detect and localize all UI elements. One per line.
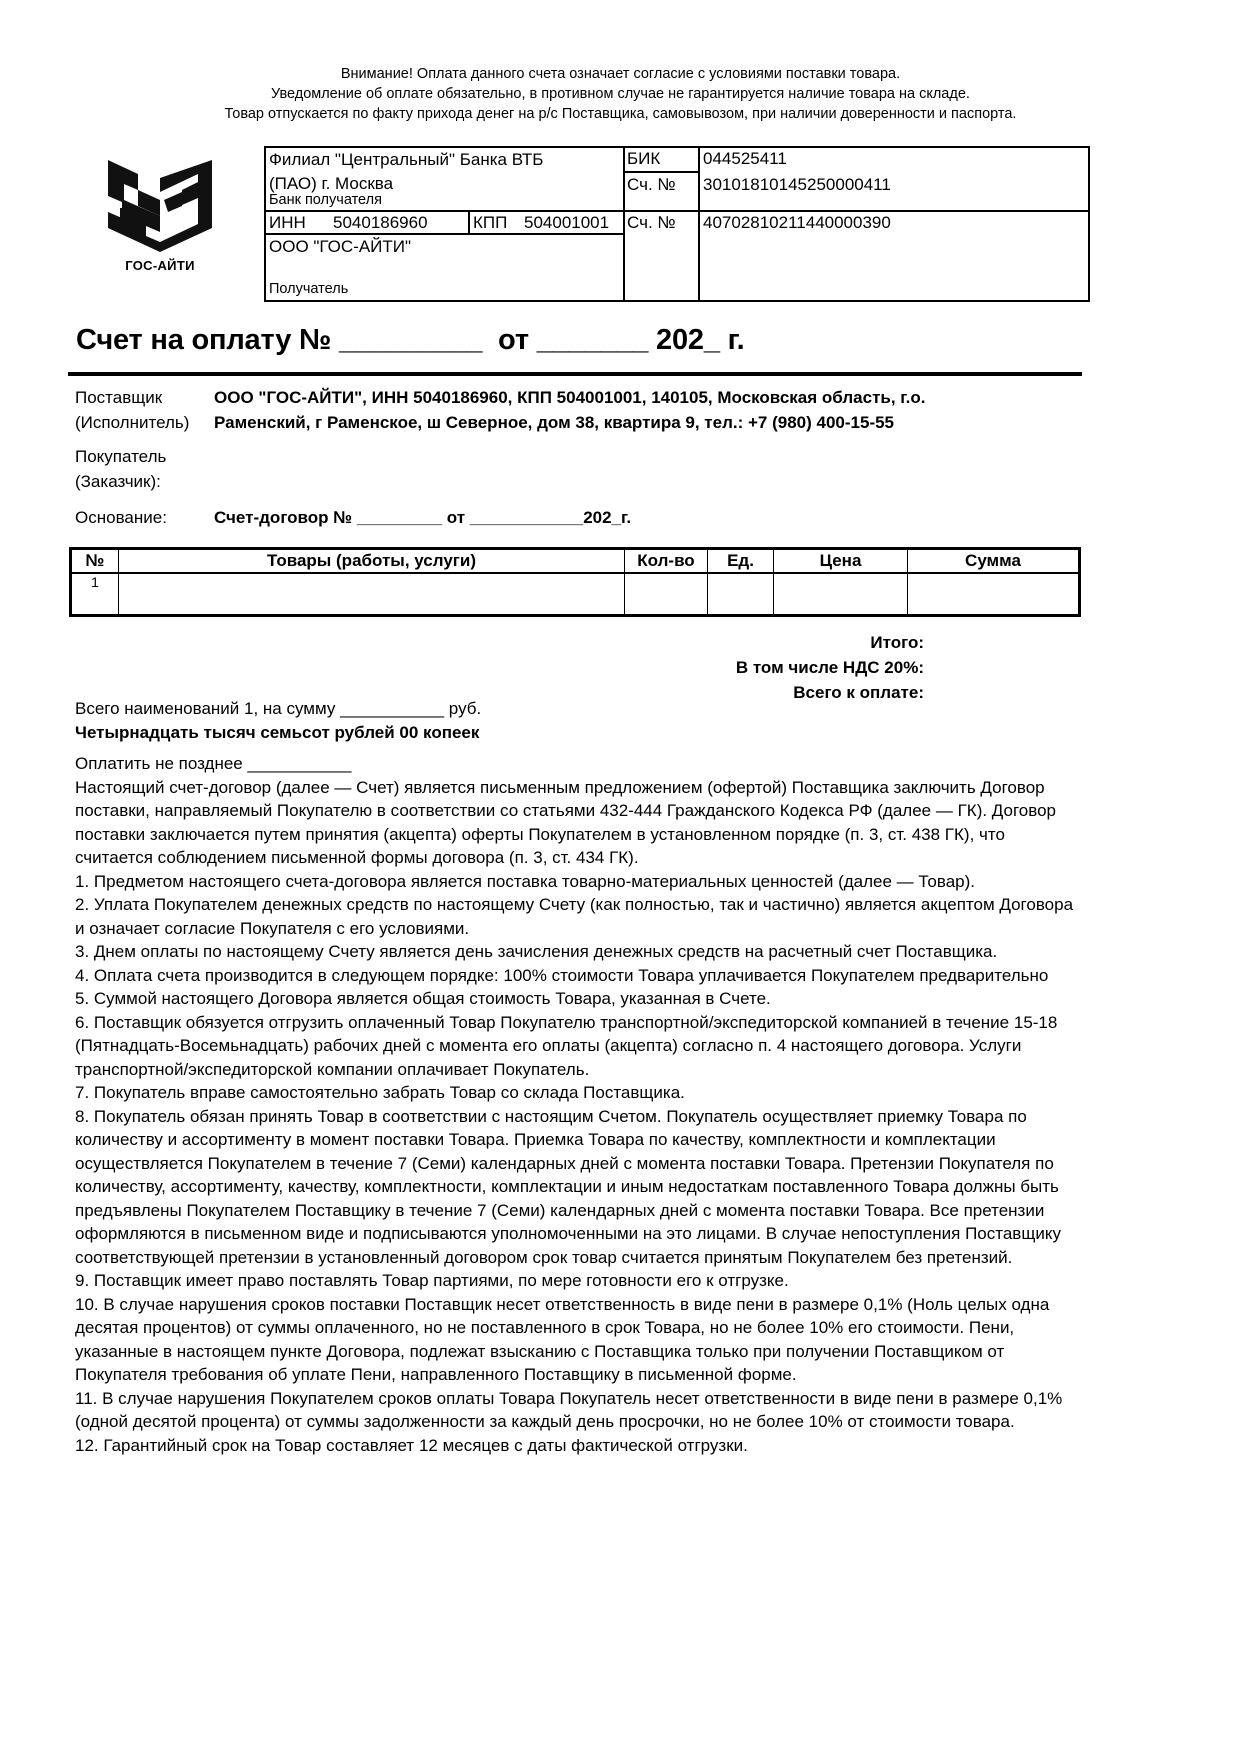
bik-label: БИК [627,149,661,168]
buyer-label-line: (Заказчик): [75,472,161,491]
cell-price [774,573,908,616]
bank-details-table [264,146,1090,302]
terms-paragraph: 1. Предметом настоящего счета-договора является поставка товарно-материальных ценностей (далее — Товар). [75,871,976,891]
kpp-value: 504001001 [524,213,610,232]
terms-paragraph: 10. В случае нарушения сроков поставки Поставщик несет ответственность в виде пени в размере 0,1% (Ноль целых одна десятая процентов) от суммы оплаченного, но не поставленного в срок Товара, но не более 10% его стоимости. Пени, указанные в настоящем пункте Договора, подлежат взысканию с Поставщика только при получении Поставщиком от Покупателя требования об уплате Пени, направленного Поставщику в письменной форме. [75,1294,1050,1384]
column-header-sum: Сумма [908,549,1080,574]
pay-by-line: Оплатить не позднее ___________ [75,754,352,773]
basis-value: Счет-договор № _________ от ____________202_г. [214,508,632,527]
invoice-title: Счет на оплату № _________ от _______ 202_ г. [76,324,745,356]
amount-in-words: Четырнадцать тысяч семьсот рублей 00 копеек [75,722,480,742]
terms-block [75,752,1085,1457]
bank-caption: Банк получателя [269,192,382,208]
kpp-label: КПП [473,213,508,232]
cell-quantity [625,573,708,616]
bank-name: (ПАО) г. Москва [269,174,394,193]
notice-line: Товар отпускается по факту прихода денег на р/с Поставщика, самовывозом, при наличии доверенности и паспорта. [224,106,1017,122]
summary-block [75,697,1085,744]
cell-goods [119,573,625,616]
cell-unit [708,573,774,616]
terms-paragraph: 4. Оплата счета производится в следующем порядке: 100% стоимости Товара уплачивается Покупателем предварительно [75,965,1049,985]
terms-paragraph: 9. Поставщик имеет право поставлять Товар партиями, по мере готовности его к отгрузке. [75,1271,789,1290]
supplier-value [214,385,926,435]
terms-paragraph: 8. Покупатель обязан принять Товар в соответствии с настоящим Счетом. Покупатель осуществляет приемку Товара по количеству и ассортименту в момент поставки Товара. Приемка Товара по качеству, комплектности и комплектации осуществляется Покупателем в течение 7 (Семи) календарных дней с момента поставки Товара. Претензии Покупателя по количеству, ассортименту, качеству, комплектности, комплектации и иным недостаткам поставленного Товара должны быть предъявлены Покупателем Поставщику в течение 7 (Семи) календарных дней с момента поставки Товара. Все претензии оформляются в письменном виде и подписываются уполномоченными на это лицами. В случае непоступления Поставщику соответствующей претензии в установленный договором срок товар считается принятым Покупателем без претензий. [75,1106,1061,1267]
cell-number: 1 [71,573,119,616]
logo-text: ГОС-АЙТИ [125,258,195,273]
amount-due-label: Всего к оплате: [793,683,924,702]
terms-paragraph: 7. Покупатель вправе самостоятельно забрать Товар со склада Поставщика. [75,1083,685,1102]
items-table-header [71,549,1080,574]
inn-label: ИНН [269,213,306,232]
notice-line: Внимание! Оплата данного счета означает согласие с условиями поставки товара. [340,66,901,82]
summary-line: Всего наименований 1, на сумму ___________ руб. [75,699,482,718]
recipient-name: ООО "ГОС-АЙТИ" [269,237,412,256]
terms-paragraph: 3. Днем оплаты по настоящему Счету является день зачисления денежных средств на расчетный счет Поставщика. [75,942,998,961]
terms-paragraph: 2. Уплата Покупателем денежных средств по настоящему Счету (как полностью, так и частично) является акцептом Договора и означает согласие Покупателя с его условиями. [75,895,1074,938]
corr-account-label: Сч. № [627,175,676,194]
terms-paragraph: 12. Гарантийный срок на Товар составляет 12 месяцев с даты фактической отгрузки. [75,1435,748,1455]
column-header-price: Цена [774,549,908,574]
bik-value: 044525411 [703,149,787,168]
terms-paragraph: 11. В случае нарушения Покупателем сроков оплаты Товара Покупатель несет ответственности в виде пени в размере 0,1% (одной десятой процента) от суммы задолженности за каждый день просрочки, но не более 10% от стоимости товара. [75,1388,1063,1431]
totals-block [736,630,924,705]
supplier-value-line: ООО "ГОС-АЙТИ", ИНН 5040186960, КПП 504001001, 140105, Московская область, г.о. [214,388,926,407]
supplier-value-line: Раменский, г Раменское, ш Северное, дом 38, квартира 9, тел.: +7 (980) 400-15-55 [214,413,895,432]
column-header-quantity: Кол-во [625,549,708,574]
payment-notice [0,64,1241,124]
cell-sum [908,573,1080,616]
basis-label: Основание: [75,508,167,527]
company-logo [100,160,220,278]
recipient-caption: Получатель [269,281,349,297]
column-header-goods: Товары (работы, услуги) [119,549,625,574]
account-label: Сч. № [627,213,676,232]
column-header-number: № [71,549,119,574]
inn-value: 5040186960 [333,213,428,232]
terms-paragraph: 6. Поставщик обязуется отгрузить оплаченный Товар Покупателю транспортной/экспедиторской компанией в течение 15-18 (Пятнадцать-Восемьнадцать) рабочих дней с момента его оплаты (акцепта) согласно п. 4 настоящего договора. Услуги транспортной/экспедиторской компании оплачивает Покупатель. [75,1012,1058,1079]
total-label: Итого: [870,633,924,652]
gos-aiti-logo-icon [108,160,212,252]
supplier-label-line: (Исполнитель) [75,413,190,432]
terms-paragraph: Настоящий счет-договор (далее — Счет) является письменным предложением (офертой) Поставщика заключить Договор поставки, направляемый Покупателю в соответствии со статьями 432-444 Гражданского Кодекса РФ (далее — ГК). Договор поставки заключается путем принятия (акцепта) оферты Покупателем в установленном порядке (п. 3, ст. 438 ГК), что считается соблюдением письменной формы договора (п. 3, ст. 434 ГК). [75,777,1056,867]
account-value: 40702810211440000390 [703,213,891,232]
supplier-label-line: Поставщик [75,388,163,407]
column-header-unit: Ед. [708,549,774,574]
vat-label: В том числе НДС 20%: [735,658,924,677]
bank-name: Филиал "Центральный" Банка ВТБ [269,150,544,169]
corr-account-value: 30101810145250000411 [703,175,891,194]
title-divider [68,372,1082,376]
terms-paragraph: 5. Суммой настоящего Договора является общая стоимость Товара, указанная в Счете. [75,989,771,1008]
items-table [69,547,1081,617]
table-row [71,573,1080,616]
buyer-label [75,444,166,494]
supplier-label [75,385,189,435]
notice-line: Уведомление об оплате обязательно, в противном случае не гарантируется наличие товара на складе. [271,86,970,102]
buyer-label-line: Покупатель [75,447,167,466]
